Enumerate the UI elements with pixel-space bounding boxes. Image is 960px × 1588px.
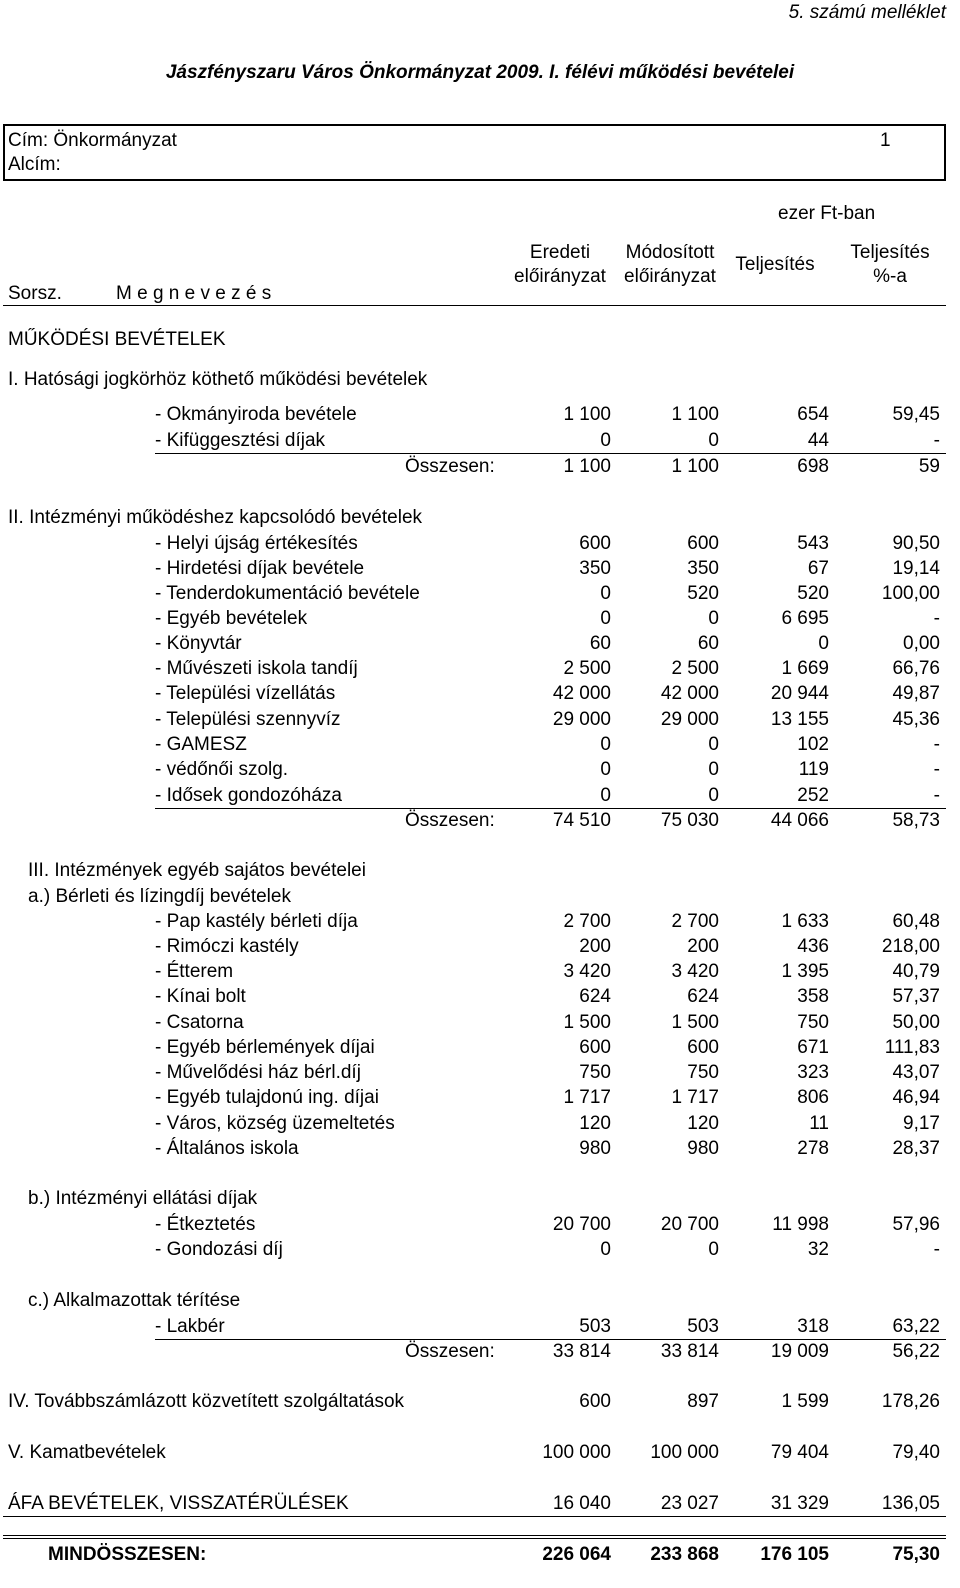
cell-teljesites: 278 xyxy=(797,1138,829,1159)
cell-eredeti: 60 xyxy=(589,633,611,654)
header-szazalek-line1: Teljesítés xyxy=(850,242,930,263)
cell-eredeti: 226 064 xyxy=(542,1544,611,1565)
total-double-rule xyxy=(3,1538,946,1539)
header-modositott-line1: Módosított xyxy=(625,242,715,263)
row-label: - Kínai bolt xyxy=(155,986,246,1007)
cell-modositott: 350 xyxy=(687,558,719,579)
cim-label: Cím: Önkormányzat xyxy=(8,130,177,151)
cell-modositott: 2 500 xyxy=(671,658,719,679)
header-teljesites: Teljesítés xyxy=(735,254,815,275)
cell-modositott: 897 xyxy=(687,1391,719,1412)
header-divider xyxy=(3,305,946,306)
cell-szazalek: - xyxy=(933,1239,940,1260)
cell-modositott: 0 xyxy=(708,785,719,806)
row-label: - Művészeti iskola tandíj xyxy=(155,658,358,679)
row-label: - Egyéb bevételek xyxy=(155,608,308,629)
cell-eredeti: 74 510 xyxy=(552,810,611,831)
cell-eredeti: 0 xyxy=(600,1239,611,1260)
cell-szazalek: 90,50 xyxy=(892,533,940,554)
row-label: - Kifüggesztési díjak xyxy=(155,430,326,451)
cell-teljesites: 79 404 xyxy=(770,1442,829,1463)
cell-teljesites: 6 695 xyxy=(781,608,829,629)
cell-szazalek: - xyxy=(933,785,940,806)
row-label: - Csatorna xyxy=(155,1012,244,1033)
cell-teljesites: 102 xyxy=(797,734,829,755)
cell-teljesites: 1 395 xyxy=(781,961,829,982)
cell-eredeti: 624 xyxy=(579,986,611,1007)
cell-eredeti: 200 xyxy=(579,936,611,957)
cell-modositott: 0 xyxy=(708,759,719,780)
cell-modositott: 42 000 xyxy=(660,683,719,704)
row-label: c.) Alkalmazottak térítése xyxy=(28,1290,241,1311)
cell-eredeti: 2 700 xyxy=(563,911,611,932)
cell-szazalek: - xyxy=(933,734,940,755)
cell-eredeti: 100 000 xyxy=(542,1442,611,1463)
row-label: - Pap kastély bérleti díja xyxy=(155,911,358,932)
cell-eredeti: 120 xyxy=(579,1113,611,1134)
row-label: - GAMESZ xyxy=(155,734,247,755)
annex-label: 5. számú melléklet xyxy=(788,2,946,23)
cell-eredeti: 33 814 xyxy=(552,1341,611,1362)
alcim-label: Alcím: xyxy=(8,154,61,175)
row-label: - Város, község üzemeltetés xyxy=(155,1113,395,1134)
cell-eredeti: 29 000 xyxy=(552,709,611,730)
row-label: - Helyi újság értékesítés xyxy=(155,533,358,554)
cell-szazalek: 59 xyxy=(918,456,940,477)
header-megnevezes: M e g n e v e z é s xyxy=(116,283,272,304)
cell-eredeti: 2 500 xyxy=(563,658,611,679)
row-label: IV. Továbbszámlázott közvetített szolgáltatások xyxy=(8,1391,405,1412)
cell-szazalek: 63,22 xyxy=(892,1316,940,1337)
cell-szazalek: 218,00 xyxy=(881,936,940,957)
cell-eredeti: 42 000 xyxy=(552,683,611,704)
cell-modositott: 1 717 xyxy=(671,1087,719,1108)
row-label: a.) Bérleti és lízingdíj bevételek xyxy=(28,886,291,907)
row-label: MINDÖSSZESEN: xyxy=(48,1544,207,1565)
row-label: - Étterem xyxy=(155,961,234,982)
row-label: - Étkeztetés xyxy=(155,1214,256,1235)
row-label: - Könyvtár xyxy=(155,633,242,654)
cell-teljesites: 67 xyxy=(807,558,829,579)
cell-szazalek: 66,76 xyxy=(892,658,940,679)
cell-eredeti: 600 xyxy=(579,1391,611,1412)
cell-eredeti: 980 xyxy=(579,1138,611,1159)
cell-teljesites: 806 xyxy=(797,1087,829,1108)
cell-szazalek: 0,00 xyxy=(903,633,940,654)
cell-eredeti: 16 040 xyxy=(552,1493,611,1514)
cell-eredeti: 1 500 xyxy=(563,1012,611,1033)
cell-modositott: 600 xyxy=(687,1037,719,1058)
cell-modositott: 0 xyxy=(708,734,719,755)
row-label: - Tenderdokumentáció bevétele xyxy=(155,583,420,604)
cell-modositott: 1 100 xyxy=(671,404,719,425)
cell-szazalek: 136,05 xyxy=(881,1493,940,1514)
cell-szazalek: - xyxy=(933,430,940,451)
cell-eredeti: 750 xyxy=(579,1062,611,1083)
cell-eredeti: 0 xyxy=(600,759,611,780)
cell-eredeti: 0 xyxy=(600,583,611,604)
cell-teljesites: 44 066 xyxy=(770,810,829,831)
cell-teljesites: 436 xyxy=(797,936,829,957)
cell-eredeti: 1 100 xyxy=(563,456,611,477)
header-eredeti-line2: előirányzat xyxy=(514,266,606,287)
cell-modositott: 0 xyxy=(708,1239,719,1260)
cell-teljesites: 20 944 xyxy=(770,683,829,704)
cell-modositott: 3 420 xyxy=(671,961,719,982)
cell-modositott: 520 xyxy=(687,583,719,604)
row-label: ÁFA BEVÉTELEK, VISSZATÉRÜLÉSEK xyxy=(8,1493,349,1514)
cell-szazalek: 9,17 xyxy=(903,1113,940,1134)
cell-teljesites: 1 669 xyxy=(781,658,829,679)
row-label: V. Kamatbevételek xyxy=(8,1442,166,1463)
cell-eredeti: 600 xyxy=(579,1037,611,1058)
section-title: MŰKÖDÉSI BEVÉTELEK xyxy=(8,329,226,350)
cell-modositott: 60 xyxy=(697,633,719,654)
cell-teljesites: 13 155 xyxy=(770,709,829,730)
cell-teljesites: 318 xyxy=(797,1316,829,1337)
row-label: - Általános iskola xyxy=(155,1138,299,1159)
cell-szazalek: 79,40 xyxy=(892,1442,940,1463)
cell-modositott: 100 000 xyxy=(650,1442,719,1463)
row-label: III. Intézmények egyéb sajátos bevételei xyxy=(28,860,366,881)
cell-teljesites: 32 xyxy=(807,1239,829,1260)
row-underline xyxy=(155,1339,946,1340)
cell-teljesites: 11 xyxy=(809,1113,829,1134)
cell-szazalek: 49,87 xyxy=(892,683,940,704)
cell-szazalek: 111,83 xyxy=(884,1037,940,1058)
cell-teljesites: 750 xyxy=(797,1012,829,1033)
cell-teljesites: 323 xyxy=(797,1062,829,1083)
cell-eredeti: 3 420 xyxy=(563,961,611,982)
cell-szazalek: 57,37 xyxy=(892,986,940,1007)
cell-szazalek: 45,36 xyxy=(892,709,940,730)
cell-szazalek: - xyxy=(933,759,940,780)
row-label: - Települési szennyvíz xyxy=(155,709,341,730)
row-label: - Hirdetési díjak bevétele xyxy=(155,558,365,579)
row-label: Összesen: xyxy=(405,456,495,477)
cell-teljesites: 119 xyxy=(798,759,829,780)
cell-modositott: 1 500 xyxy=(671,1012,719,1033)
cell-teljesites: 543 xyxy=(797,533,829,554)
cell-teljesites: 520 xyxy=(797,583,829,604)
cell-modositott: 0 xyxy=(708,608,719,629)
cell-szazalek: 56,22 xyxy=(892,1341,940,1362)
total-double-rule xyxy=(3,1535,946,1536)
cell-szazalek: 100,00 xyxy=(881,583,940,604)
cell-szazalek: 59,45 xyxy=(892,404,940,425)
row-underline xyxy=(3,1516,946,1517)
cell-szazalek: 57,96 xyxy=(892,1214,940,1235)
row-label: II. Intézményi működéshez kapcsolódó bevételek xyxy=(8,507,423,528)
cell-szazalek: 43,07 xyxy=(892,1062,940,1083)
cell-teljesites: 358 xyxy=(797,986,829,1007)
cell-modositott: 23 027 xyxy=(660,1493,719,1514)
cell-teljesites: 11 998 xyxy=(772,1214,829,1235)
row-label: Összesen: xyxy=(405,810,495,831)
row-label: - Egyéb bérlemények díjai xyxy=(155,1037,375,1058)
cell-eredeti: 0 xyxy=(600,608,611,629)
cell-eredeti: 503 xyxy=(579,1316,611,1337)
cell-szazalek: 60,48 xyxy=(892,911,940,932)
cell-szazalek: 75,30 xyxy=(892,1544,940,1565)
row-label: - védőnői szolg. xyxy=(155,759,289,780)
header-eredeti-line1: Eredeti xyxy=(529,242,591,263)
cell-teljesites: 698 xyxy=(797,456,829,477)
header-modositott-line2: előirányzat xyxy=(624,266,716,287)
cell-modositott: 20 700 xyxy=(660,1214,719,1235)
cell-teljesites: 0 xyxy=(818,633,829,654)
cell-modositott: 33 814 xyxy=(660,1341,719,1362)
row-label: Összesen: xyxy=(405,1341,495,1362)
cell-szazalek: 28,37 xyxy=(892,1138,940,1159)
cell-teljesites: 654 xyxy=(797,404,829,425)
row-underline xyxy=(155,453,946,454)
cell-eredeti: 0 xyxy=(600,785,611,806)
cell-teljesites: 252 xyxy=(797,785,829,806)
cell-modositott: 0 xyxy=(708,430,719,451)
cell-modositott: 2 700 xyxy=(671,911,719,932)
cell-teljesites: 1 599 xyxy=(781,1391,829,1412)
header-szazalek-line2: %-a xyxy=(873,266,907,287)
row-label: - Egyéb tulajdonú ing. díjai xyxy=(155,1087,379,1108)
row-label: - Művelődési ház bérl.díj xyxy=(155,1062,361,1083)
cell-modositott: 600 xyxy=(687,533,719,554)
cell-eredeti: 1 100 xyxy=(563,404,611,425)
cell-szazalek: 40,79 xyxy=(892,961,940,982)
row-underline xyxy=(155,808,946,809)
cell-eredeti: 1 717 xyxy=(563,1087,611,1108)
cell-szazalek: 19,14 xyxy=(892,558,940,579)
cell-teljesites: 44 xyxy=(807,430,829,451)
page-title: Jászfényszaru Város Önkormányzat 2009. I. félévi működési bevételei xyxy=(165,62,795,83)
cell-modositott: 503 xyxy=(687,1316,719,1337)
cell-eredeti: 20 700 xyxy=(552,1214,611,1235)
cell-eredeti: 0 xyxy=(600,430,611,451)
cell-teljesites: 31 329 xyxy=(770,1493,829,1514)
cell-teljesites: 1 633 xyxy=(781,911,829,932)
cell-modositott: 120 xyxy=(687,1113,719,1134)
row-label: I. Hatósági jogkörhöz köthető működési bevételek xyxy=(8,369,428,390)
row-label: b.) Intézményi ellátási díjak xyxy=(28,1188,258,1209)
cell-modositott: 233 868 xyxy=(650,1544,719,1565)
row-label: - Lakbér xyxy=(155,1316,225,1337)
cell-eredeti: 0 xyxy=(600,734,611,755)
unit-label: ezer Ft-ban xyxy=(778,203,876,224)
row-label: - Idősek gondozóháza xyxy=(155,785,342,806)
cell-szazalek: 178,26 xyxy=(881,1391,940,1412)
cell-eredeti: 600 xyxy=(579,533,611,554)
cell-szazalek: - xyxy=(933,608,940,629)
cell-teljesites: 671 xyxy=(797,1037,829,1058)
row-label: - Okmányiroda bevétele xyxy=(155,404,357,425)
cell-modositott: 624 xyxy=(687,986,719,1007)
row-label: - Gondozási díj xyxy=(155,1239,283,1260)
cell-szazalek: 46,94 xyxy=(892,1087,940,1108)
row-label: - Rimóczi kastély xyxy=(155,936,299,957)
cell-modositott: 980 xyxy=(687,1138,719,1159)
cell-teljesites: 19 009 xyxy=(770,1341,829,1362)
cell-modositott: 1 100 xyxy=(671,456,719,477)
cell-modositott: 75 030 xyxy=(660,810,719,831)
cell-eredeti: 350 xyxy=(579,558,611,579)
cim-number: 1 xyxy=(880,130,891,151)
cell-modositott: 29 000 xyxy=(660,709,719,730)
cell-szazalek: 58,73 xyxy=(892,810,940,831)
cell-modositott: 200 xyxy=(687,936,719,957)
cell-teljesites: 176 105 xyxy=(760,1544,829,1565)
header-sorsz: Sorsz. xyxy=(8,283,62,304)
row-label: - Települési vízellátás xyxy=(155,683,336,704)
cell-modositott: 750 xyxy=(687,1062,719,1083)
cell-szazalek: 50,00 xyxy=(892,1012,940,1033)
